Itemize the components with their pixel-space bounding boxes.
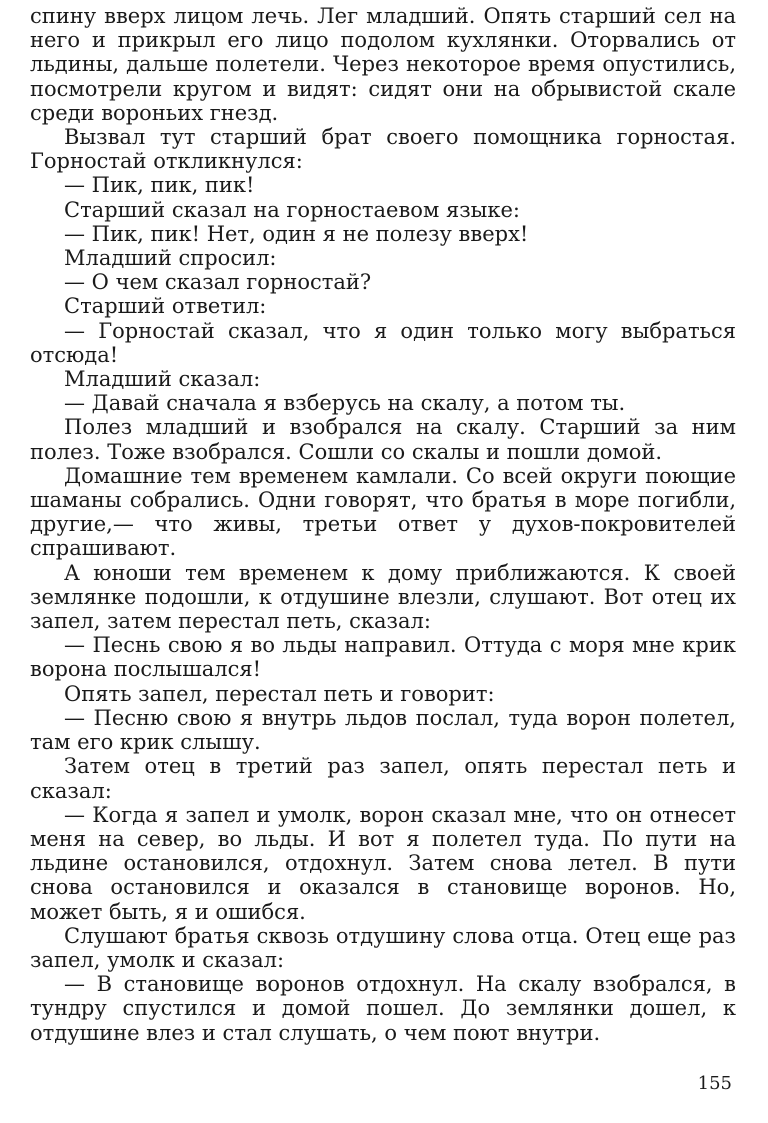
paragraph-17: — Песню свою я внутрь льдов послал, туда ворон полетел, там его крик слышу.: [30, 705, 736, 755]
paragraph-11: — Давай сначала я взберусь на скалу, а потом ты.: [64, 391, 626, 416]
paragraph-10: Младший сказал:: [64, 367, 261, 392]
page-body: [30, 4, 736, 1045]
paragraph-20: Слушают братья сквозь отдушину слова отца. Отец еще раз запел, умолк и сказал:: [30, 923, 736, 972]
paragraph-1: спину вверх лицом лечь. Лег младший. Опять старший сел на него и прикрыл его лицо подолом кухлянки. Оторвались от льдины, дальше полетели. Через некоторое время опустились, посмотрели кругом и видят: сидят они на обрывистой скале среди вороньих гнезд.: [30, 4, 736, 125]
paragraph-6: Младший спросил:: [64, 246, 277, 271]
page-number: 155: [697, 1073, 732, 1094]
paragraph-18: Затем отец в третий раз запел, опять перестал петь и сказал:: [30, 754, 736, 803]
paragraph-4: Старший сказал на горностаевом языке:: [64, 197, 521, 222]
paragraph-15: — Песнь свою я во льды направил. Оттуда с моря мне крик ворона послышался!: [30, 633, 736, 682]
paragraph-9: — Горностай сказал, что я один только могу выбраться отсюда!: [30, 318, 736, 367]
paragraph-21: — В становище воронов отдохнул. На скалу взобрался, в тундру спустился и домой пошел. До землянки дошел, к отдушине влез и стал слушать, о чем поют внутри.: [30, 972, 736, 1045]
paragraph-7: — О чем сказал горностай?: [64, 270, 372, 295]
paragraph-16: Опять запел, перестал петь и говорит:: [64, 681, 495, 706]
paragraph-12: Полез младший и взобрался на скалу. Старший за ним полез. Тоже взобрался. Сошли со скалы и пошли домой.: [30, 415, 736, 464]
paragraph-5: — Пик, пик! Нет, один я не полезу вверх!: [64, 221, 529, 246]
paragraph-3: — Пик, пик, пик!: [64, 173, 255, 198]
paragraph-2: Вызвал тут старший брат своего помощника горностая. Горностай откликнулся:: [30, 125, 736, 174]
paragraph-8: Старший ответил:: [64, 294, 267, 319]
paragraph-14: А юноши тем временем к дому приближаются. К своей землянке подошли, к отдушине влезли, слушают. Вот отец их запел, затем перестал петь, сказал:: [30, 560, 736, 634]
paragraph-13: Домашние тем временем камлали. Со всей округи поющие шаманы собрались. Одни говорят, что братья в море погибли, другие,— что живы, третьи ответ у духов-покровителей спрашивают.: [30, 463, 736, 561]
paragraph-19: — Когда я запел и умолк, ворон сказал мне, что он отнесет меня на север, во льды. И вот я полетел туда. По пути на льдине остановился, отдохнул. Затем снова летел. В пути снова остановился и оказался в становище воронов. Но, может быть, я и ошибся.: [30, 802, 736, 924]
